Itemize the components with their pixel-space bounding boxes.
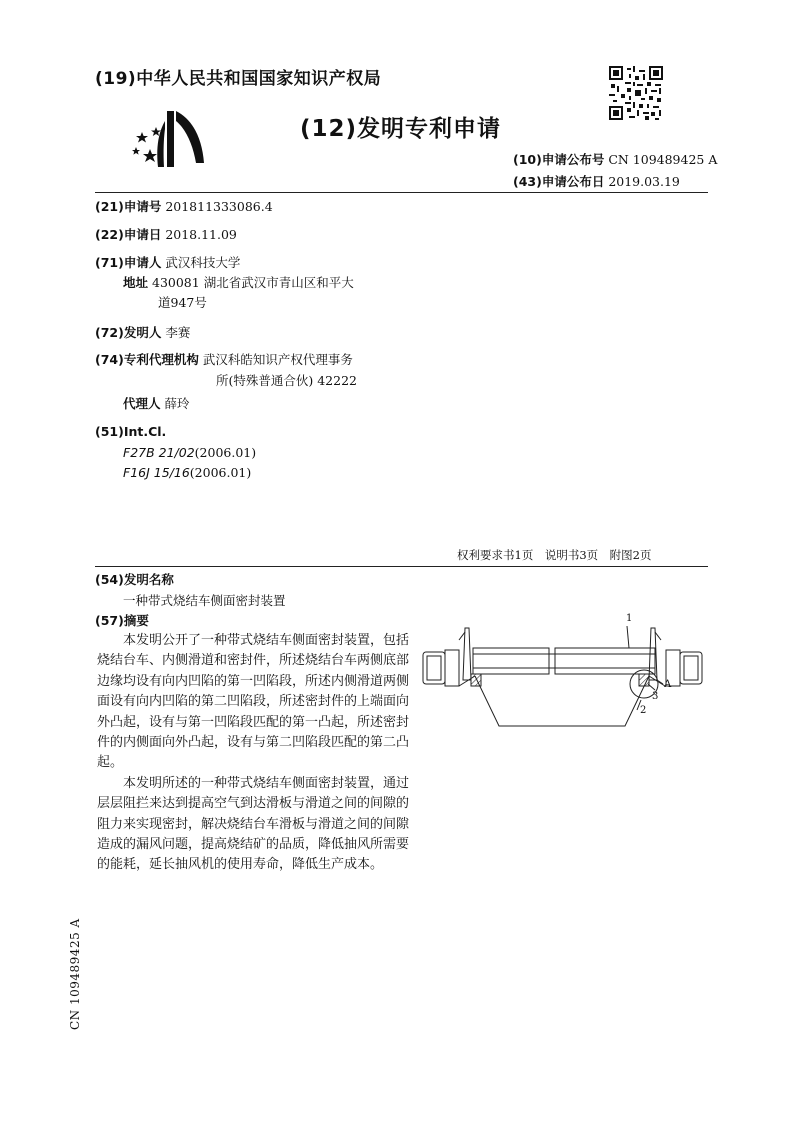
qr-code-icon xyxy=(609,66,663,120)
application-number: 201811333086.4 xyxy=(165,199,273,214)
agent-label: 代理人 xyxy=(123,396,161,411)
ipc-code: F27B 21/02 xyxy=(123,445,195,460)
ipc-code: F16J 15/16 xyxy=(123,465,190,480)
side-publication-code: CN 109489425 A xyxy=(68,918,82,1030)
application-number-row xyxy=(95,198,273,216)
header-rule xyxy=(95,192,708,193)
abstract-label: (57)摘要 xyxy=(95,613,149,628)
address-line-2: 道947号 xyxy=(158,295,207,310)
figure-label-a: A xyxy=(664,679,672,690)
ipc-item xyxy=(123,464,251,482)
agent-row xyxy=(123,395,190,413)
publication-date-label: (43)申请公布日 xyxy=(513,174,605,189)
cnipa-logo-icon xyxy=(130,107,210,173)
applicant: 武汉科技大学 xyxy=(165,255,241,270)
abstract-paragraph: 本发明所述的一种带式烧结车侧面密封装置，通过层层阻拦来达到提高空气到达滑板与滑道之间的间隙的阻力来实现密封，解决烧结台车滑板与滑道之间的间隙造成的漏风问题，提高烧结矿的品质，降低抽风所需要的能耗，延长抽风机的使用寿命，降低生产成本。 xyxy=(97,775,410,873)
inventor-row xyxy=(95,324,190,342)
ipc-year: (2006.01) xyxy=(194,445,257,460)
address-label: 地址 xyxy=(123,275,149,290)
abstract-figure xyxy=(415,610,710,740)
address-line-1: 430081 湖北省武汉市青山区和平大 xyxy=(152,275,354,290)
publication-number: CN 109489425 A xyxy=(608,152,718,167)
agency-label: (74)专利代理机构 xyxy=(95,352,199,367)
publication-date-row xyxy=(513,172,680,190)
application-number-label: (21)申请号 xyxy=(95,199,162,214)
agency-row xyxy=(95,351,353,369)
pages-summary: 权利要求书1页 说明书3页 附图2页 xyxy=(457,548,652,562)
agency-line-1: 武汉科皓知识产权代理事务 xyxy=(202,352,353,367)
address-row xyxy=(123,274,354,292)
publication-number-row xyxy=(513,150,717,168)
inventor-label: (72)发明人 xyxy=(95,325,162,340)
abstract-text xyxy=(97,631,409,876)
filing-date-label: (22)申请日 xyxy=(95,227,162,242)
filing-date: 2018.11.09 xyxy=(165,227,237,242)
invention-title: 一种带式烧结车侧面密封装置 xyxy=(123,593,286,608)
publication-number-label: (10)申请公布号 xyxy=(513,152,605,167)
ipc-year: (2006.01) xyxy=(189,465,252,480)
publication-date: 2019.03.19 xyxy=(608,174,680,189)
ipc-label: (51)Int.Cl. xyxy=(95,424,167,439)
ipc-item xyxy=(123,444,256,462)
inventor: 李赛 xyxy=(165,325,191,340)
applicant-label: (71)申请人 xyxy=(95,255,162,270)
figure-label-2: 2 xyxy=(640,705,647,716)
title-label: (54)发明名称 xyxy=(95,572,174,587)
abstract-paragraph: 本发明公开了一种带式烧结车侧面密封装置，包括烧结台车、内侧滑道和密封件，所述烧结台车两侧底部边缘均设有向内凹陷的第一凹陷段，所述内侧滑道两侧面设有向内凹陷的第二凹陷段，所述密封件的上端面向外凸起，设有与第一凹陷段匹配的第一凸起，所述密封件的内侧面向外凸起，设有与第二凹陷段匹配的第二凸起。 xyxy=(97,633,410,771)
applicant-row xyxy=(95,254,240,272)
document-kind: (12)发明专利申请 xyxy=(300,116,502,142)
figure-label-3: 3 xyxy=(652,691,659,702)
office-name: (19)中华人民共和国国家知识产权局 xyxy=(95,69,382,89)
figure-label-1: 1 xyxy=(626,613,633,624)
filing-date-row xyxy=(95,226,237,244)
agency-line-2: 所(特殊普通合伙) 42222 xyxy=(216,373,357,388)
agent: 薛玲 xyxy=(164,396,190,411)
section-rule xyxy=(95,566,708,567)
